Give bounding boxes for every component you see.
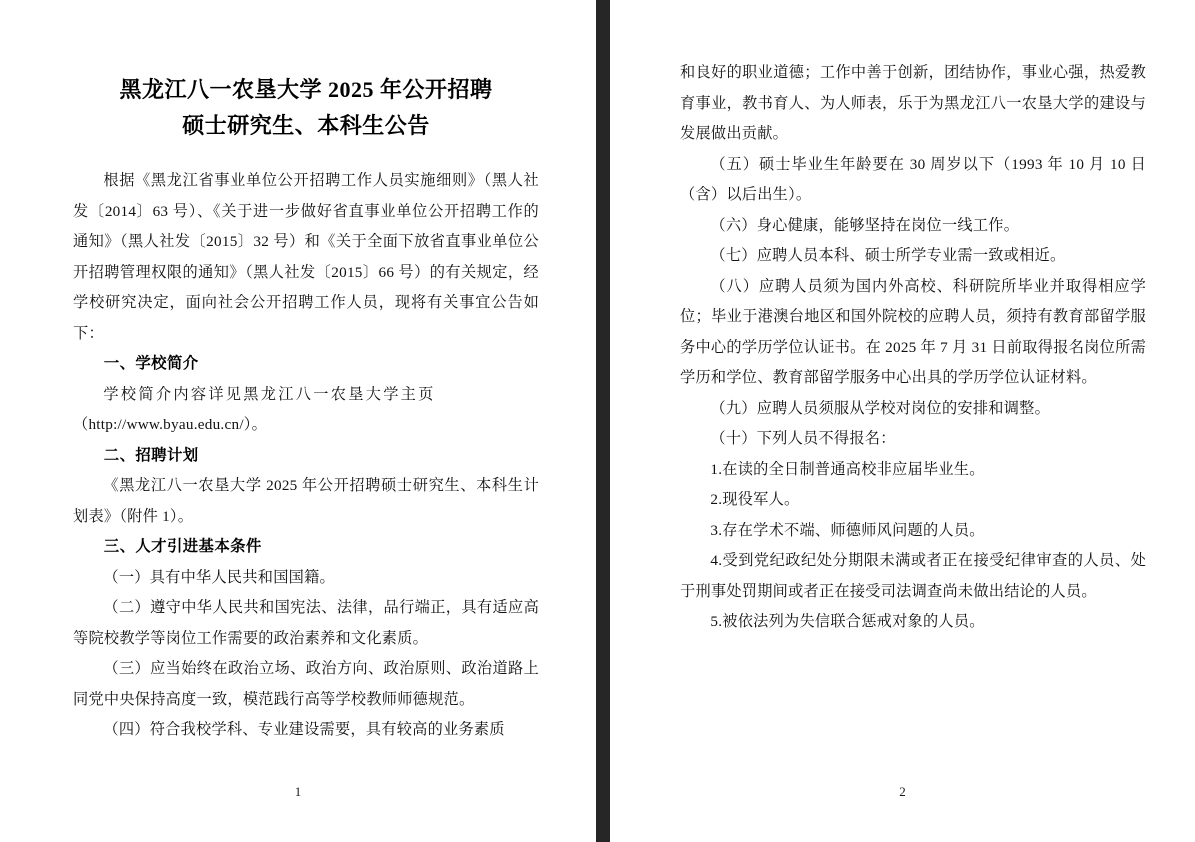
page-right-content xyxy=(680,58,1146,638)
condition-item-10: （十）下列人员不得报名： xyxy=(710,430,896,447)
document-title-line-1: 黑龙江八一农垦大学 2025 年公开招聘 xyxy=(119,77,493,102)
condition-item-7: （七）应聘人员本科、硕士所学专业需一致或相近。 xyxy=(710,247,1066,264)
condition-item-6: （六）身心健康，能够坚持在岗位一线工作。 xyxy=(710,216,1020,234)
page-number-left: 1 xyxy=(294,784,302,799)
disqualification-item-1: 1.在读的全日制普通高校非应届毕业生。 xyxy=(710,460,985,478)
school-homepage-url: （http://www.byau.edu.cn/）。 xyxy=(73,416,268,433)
title-spacer xyxy=(73,144,539,166)
intro-paragraph: 根据《黑龙江省事业单位公开招聘工作人员实施细则》（黑人社发〔2014〕63 号）、《关于进一步做好省直事业单位公开招聘工作的通知》（黑人社发〔2015〕32 号）和《关于全面下放省直事业单位公开招聘管理权限的通知》（黑人社发〔2015〕66 号）的有关规定，经学校研究决定，面向社会公开招聘工作人员，现将有关事宜公告如下： xyxy=(73,172,539,342)
page-number-right: 2 xyxy=(899,784,906,799)
section-heading-recruitment-plan: 二、招聘计划 xyxy=(103,446,199,464)
disqualification-item-3: 3.存在学术不端、师德师风问题的人员。 xyxy=(710,521,985,539)
condition-item-4: （四）符合我校学科、专业建设需要，具有较高的业务素质 xyxy=(103,721,505,738)
section-heading-school-intro: 一、学校简介 xyxy=(103,355,199,372)
document-title xyxy=(73,72,539,144)
page-left-content xyxy=(73,58,539,746)
page-sheet-left xyxy=(0,0,596,842)
condition-item-9: （九）应聘人员须服从学校对岗位的安排和调整。 xyxy=(710,399,1051,417)
recruitment-plan-body: 《黑龙江八一农垦大学 2025 年公开招聘硕士研究生、本科生计划表》（附件 1）。 xyxy=(73,477,539,525)
disqualification-item-2: 2.现役军人。 xyxy=(710,491,800,508)
page-separator xyxy=(596,0,610,842)
school-intro-line-1: 学校简介内容详见黑龙江八一农垦大学主页 xyxy=(103,385,436,403)
document-title-line-2: 硕士研究生、本科生公告 xyxy=(182,113,430,138)
condition-item-5: （五）硕士毕业生年龄要在 30 周岁以下（1993 年 10 月 10 日（含）以后出生）。 xyxy=(680,155,1146,203)
disqualification-item-5: 5.被依法列为失信联合惩戒对象的人员。 xyxy=(710,613,985,630)
page-sheet-right xyxy=(610,0,1195,842)
section-heading-basic-conditions: 三、人才引进基本条件 xyxy=(103,538,262,555)
condition-item-1: （一）具有中华人民共和国国籍。 xyxy=(103,568,335,586)
condition-item-4-continued: 和良好的职业道德；工作中善于创新，团结协作，事业心强，热爱教育事业，教书育人、为人师表，乐于为黑龙江八一农垦大学的建设与发展做出贡献。 xyxy=(680,64,1146,142)
condition-item-3: （三）应当始终在政治立场、政治方向、政治原则、政治道路上同党中央保持高度一致，模范践行高等学校教师师德规范。 xyxy=(73,660,539,708)
condition-item-8: （八）应聘人员须为国内外高校、科研院所毕业并取得相应学位；毕业于港澳台地区和国外院校的应聘人员，须持有教育部留学服务中心的学历学位认证书。在 2025 年 7 月 31 日前取得报名岗位所需学历和学位、教育部留学服务中心出具的学历学位认证材料。 xyxy=(680,277,1146,386)
disqualification-item-4: 4.受到党纪政纪处分期限未满或者正在接受纪律审查的人员、处于刑事处罚期间或者正在接受司法调查尚未做出结论的人员。 xyxy=(680,552,1146,600)
condition-item-2: （二）遵守中华人民共和国宪法、法律，品行端正，具有适应高等院校教学等岗位工作需要的政治素养和文化素质。 xyxy=(73,599,539,647)
